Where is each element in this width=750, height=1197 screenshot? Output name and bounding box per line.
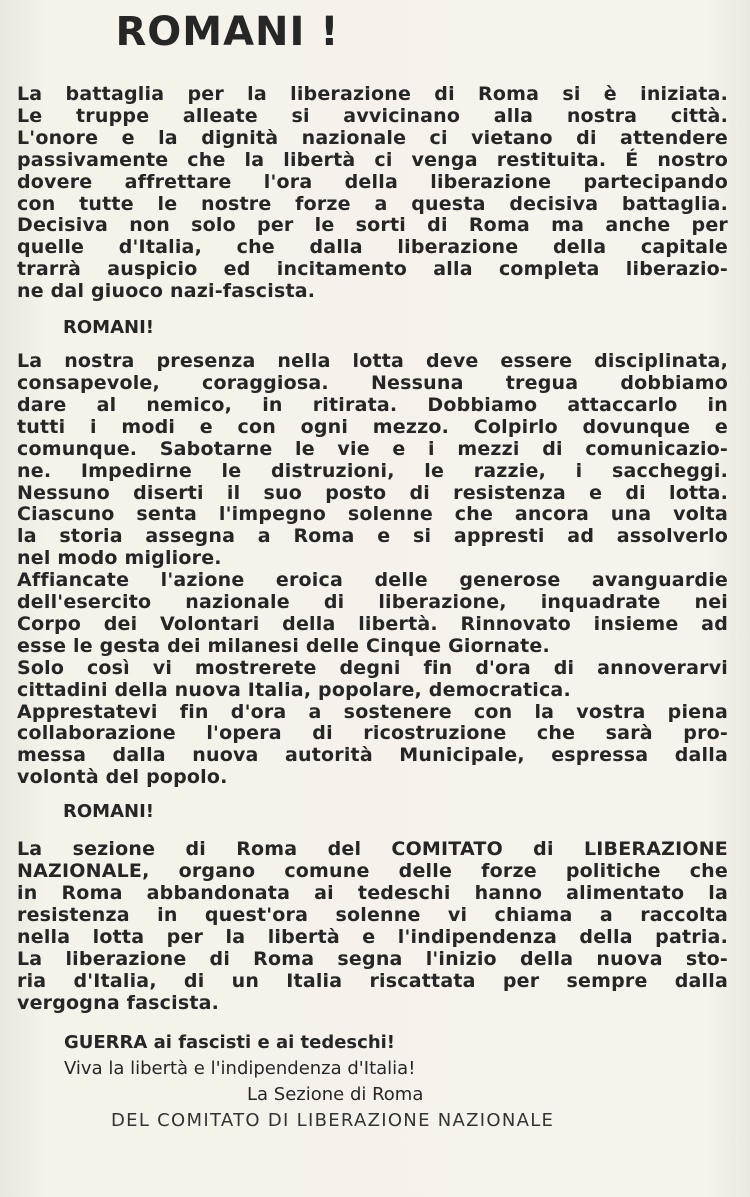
signature-committee: DEL COMITATO DI LIBERAZIONE NAZIONALE: [111, 1110, 555, 1132]
text-line: La sezione di Roma del COMITATO di LIBERAZIONE: [17, 838, 728, 861]
text-line: ne dal giuoco nazi-fascista.: [17, 280, 316, 303]
text-line: tutti i modi e con ogni mezzo. Colpirlo dovunque e: [17, 415, 728, 438]
text-line: La nostra presenza nella lotta deve essere disciplinata,: [17, 350, 728, 373]
text-line: quelle d'Italia, che dalla liberazione della capitale: [17, 236, 728, 259]
paragraph-cln-section: [17, 839, 728, 1014]
text-line: comunque. Sabotarne le vie e i mezzi di comunicazio-: [17, 437, 728, 460]
text-line: in Roma abbandonata ai tedeschi hanno alimentato la: [17, 882, 728, 904]
text-line: ne. Impedirne le distruzioni, le razzie, i saccheggi.: [17, 459, 728, 482]
text-line: dell'esercito nazionale di liberazione, inquadrate nei: [17, 591, 728, 614]
signature-section: La Sezione di Roma: [247, 1084, 424, 1106]
text-line: L'onore e la dignità nazionale ci vietano di attendere: [17, 126, 728, 149]
text-line: volontà del popolo.: [17, 766, 228, 789]
text-line: resistenza in quest'ora solenne vi chiama a raccolta: [17, 903, 728, 926]
text-line: con tutte le nostre forze a questa decisiva battaglia.: [17, 192, 728, 215]
text-line: esse le gesta dei milanesi delle Cinque Giornate.: [17, 634, 550, 657]
text-line: trarrà auspicio ed incitamento alla completa liberazio-: [17, 258, 728, 281]
text-line: nel modo migliore.: [17, 547, 222, 570]
poster-title: ROMANI !: [115, 9, 340, 55]
text-line: Ciascuno senta l'impegno solenne che ancora una volta: [17, 503, 728, 526]
slogan-war: GUERRA ai fascisti e ai tedeschi!: [64, 1032, 396, 1054]
text-line: La liberazione di Roma segna l'inizio della nuova sto-: [17, 947, 728, 970]
text-line: La battaglia per la liberazione di Roma si è iniziata.: [17, 83, 728, 105]
text-line: nella lotta per la libertà e l'indipendenza della patria.: [17, 925, 728, 948]
text-line: ria d'Italia, di un Italia riscattata per sempre dalla: [17, 969, 728, 992]
text-line: Le truppe alleate si avvicinano alla nostra città.: [17, 104, 728, 127]
text-line: Decisiva non solo per le sorti di Roma ma anche per: [17, 214, 728, 237]
paragraph-battle-announcement: [17, 84, 728, 303]
text-line: Apprestatevi fin d'ora a sostenere con la vostra piena: [17, 700, 728, 723]
section-heading-romani-2: ROMANI!: [63, 317, 154, 339]
paragraph-call-to-action: [17, 351, 728, 789]
text-line: collaborazione l'opera di ricostruzione che sarà pro-: [17, 722, 728, 745]
text-line: Corpo dei Volontari della libertà. Rinnovato insieme ad: [17, 612, 728, 635]
text-line: cittadini della nuova Italia, popolare, democratica.: [17, 678, 571, 701]
text-line: Nessuno diserti il suo posto di resistenza e di lotta.: [17, 481, 728, 504]
text-line: Solo così vi mostrerete degni fin d'ora di annoverarvi: [17, 656, 728, 679]
text-line: la storia assegna a Roma e si appresti ad assolverlo: [17, 525, 728, 548]
text-line: dare al nemico, in ritirata. Dobbiamo attaccarlo in: [17, 393, 728, 416]
section-heading-romani-3: ROMANI!: [63, 801, 154, 823]
text-line: Affiancate l'azione eroica delle generose avanguardie: [17, 569, 728, 592]
text-line: vergogna fascista.: [17, 991, 220, 1014]
text-line: dovere affrettare l'ora della liberazione partecipando: [17, 170, 728, 193]
slogan-viva-liberta: Viva la libertà e l'indipendenza d'Italia!: [64, 1058, 416, 1080]
text-line: messa dalla nuova autorità Municipale, espressa dalla: [17, 744, 728, 767]
text-line: passivamente che la libertà ci venga restituita. É nostro: [17, 148, 728, 171]
text-line: NAZIONALE, organo comune delle forze politiche che: [17, 860, 728, 883]
text-line: consapevole, coraggiosa. Nessuna tregua dobbiamo: [17, 371, 728, 394]
